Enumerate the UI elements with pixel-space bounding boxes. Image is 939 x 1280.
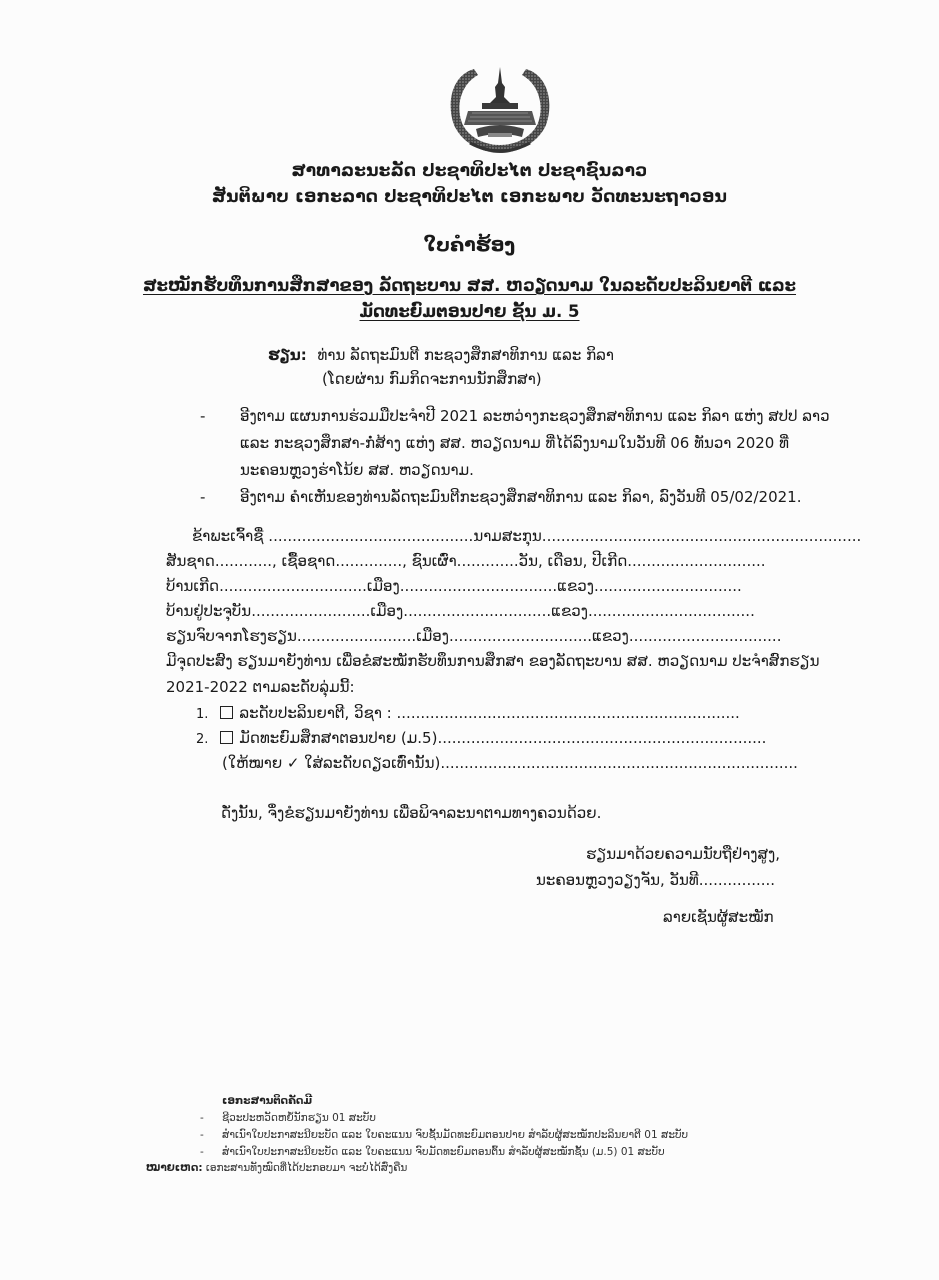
label-date-of-birth: ວັນ, ເດືອນ, ປີເກີດ: [518, 552, 628, 570]
major-input[interactable]: ........................................................................: [396, 704, 740, 722]
attachments-heading: [222, 1095, 312, 1107]
option-bachelor: [196, 704, 740, 722]
option-note-dots: ...........................................................................: [440, 754, 798, 772]
country-motto: ສັນຕິພາບ ເອກະລາດ ປະຊາທິປະໄຕ ເອກະພາບ ວັດທະນະຖາວອນ: [211, 187, 728, 207]
label-current-village: ບ້ານຢູ່ປະຈຸບັນ: [166, 602, 252, 620]
subject-line-2: ມັດທະຍົມຕອນປາຍ ຊັ້ນ ມ. 5: [359, 302, 580, 321]
current-district-input[interactable]: ...............................: [403, 602, 552, 620]
upper-secondary-checkbox[interactable]: [220, 731, 233, 744]
reference-1-line-3: ນະຄອນຫຼວງຮ່າໂນ້ຍ ສສ. ຫວຽດນາມ.: [240, 461, 474, 479]
school-input[interactable]: .........................: [296, 627, 417, 645]
field-row-current-address: [166, 602, 755, 620]
place-date-label: ນະຄອນຫຼວງວຽງຈັນ, ວັນທີ: [536, 871, 699, 889]
attachment-item: - ສຳເນົາໃບປະກາສະນີຍະບັດ ແລະ ໃບຄະແນນ ຈົບຊັ້ນມັດທະຍົມຕອນປາຍ ສຳລັບຜູ້ສະໝັກປະລິນຍາຕີ 01 ສະບັບ: [200, 1129, 689, 1141]
attachment-item-text: ຊີວະປະຫວັດຫຍໍ້ນັກຮຽນ 01 ສະບັບ: [222, 1112, 376, 1124]
option-label: ລະດັບປະລິນຍາຕີ, ວິຊາ :: [239, 704, 397, 722]
option-dots: .....................................................................: [437, 729, 767, 747]
addressee-line-2: (ໂດຍຜ່ານ ກົມກິດຈະການນັກສຶກສາ): [322, 370, 542, 388]
option-upper-secondary: [196, 729, 766, 747]
attachment-item: - ສຳເນົາໃບປະກາສະນີຍະບັດ ແລະ ໃບຄະແນນ ຈົບມັດທະຍົມຕອນຕົ້ນ ສຳລັບຜູ້ສະໝັກຊັ້ນ (ມ.5) 01 ສະບັບ: [200, 1146, 665, 1158]
bullet: -: [200, 488, 206, 506]
country-name: ສາທາລະນະລັດ ປະຊາທິປະໄຕ ປະຊາຊົນລາວ: [291, 161, 648, 181]
attachments-heading-text: ເອກະສານຕິດຄັດມີ: [222, 1095, 313, 1107]
label-school: ຮຽນຈົບຈາກໂຮງຮຽນ: [166, 627, 297, 645]
label-current-district: ເມືອງ: [370, 602, 404, 620]
subject-line-1: ສະໝັກຮັບທຶນການສຶກສາຂອງ ລັດຖະບານ ສສ. ຫວຽດນາມ ໃນລະດັບປະລິນຍາຕີ ແລະ: [142, 276, 797, 295]
field-row-school: [166, 627, 781, 645]
label-tribe: ຊົນເຜົ່າ: [411, 552, 457, 570]
reference-1-line-2: ແລະ ກະຊວງສຶກສາ-ກໍ່ສ້າງ ແຫ່ງ ສສ. ຫວຽດນາມ ທີ່ໄດ້ລົງນາມໃນວັນທີ 06 ທັນວາ 2020 ທີ່: [240, 434, 789, 452]
addressee-line-1: ທ່ານ ລັດຖະມົນຕີ ກະຊວງສຶກສາທິການ ແລະ ກິລາ: [317, 346, 614, 364]
field-row-name: [192, 527, 861, 545]
option-number: 2.: [196, 732, 209, 747]
label-name: ຂ້າພະເຈົ້າຊື່: [192, 527, 264, 545]
place-date: [536, 871, 775, 889]
note-label: ໝາຍເຫດ:: [146, 1162, 203, 1174]
signature-label: ລາຍເຊັນຜູ້ສະໝັກ: [663, 908, 774, 926]
purpose-line-1: ມີຈຸດປະສົງ ຮຽນມາຍັງທ່ານ ເພື່ອຂໍສະໝັກຮັບທຶນການສຶກສາ ຂອງລັດຖະບານ ສສ. ຫວຽດນາມ ປະຈຳສົກຮຽນ: [166, 652, 820, 670]
surname-input[interactable]: ...................................................................: [541, 527, 862, 545]
label-surname: ນາມສະກຸນ: [473, 527, 542, 545]
note-text: ເອກະສານທັງໝົດທີ່ໄດ້ປະກອບມາ ຈະບໍ່ໄດ້ສົ່ງຄືນ: [205, 1162, 408, 1174]
reference-2: [200, 488, 801, 506]
bachelor-checkbox[interactable]: [220, 706, 233, 719]
ethnicity-input[interactable]: ..............,: [335, 552, 412, 570]
current-province-input[interactable]: ...................................: [587, 602, 755, 620]
attachment-item-text: ສຳເນົາໃບປະກາສະນີຍະບັດ ແລະ ໃບຄະແນນ ຈົບມັດທະຍົມຕອນຕົ້ນ ສຳລັບຜູ້ສະໝັກຊັ້ນ (ມ.5) 01 ສະບັບ: [222, 1146, 665, 1158]
label-nationality: ສັນຊາດ: [166, 552, 215, 570]
tribe-input[interactable]: .............: [456, 552, 519, 570]
date-input[interactable]: ................: [698, 871, 776, 889]
reference-2-line-1: ອີງຕາມ ຄຳເຫັນຂອງທ່ານລັດຖະມົນຕີກະຊວງສຶກສາທິການ ແລະ ກິລາ, ລົງວັນທີ 05/02/2021.: [240, 488, 802, 506]
option-note-text: (ໃຫ້ໝາຍ ✓ ໃສ່ລະດັບດຽວເທົ່ານັ້ນ): [222, 754, 441, 772]
option-note: [222, 754, 798, 772]
reference-1: [200, 407, 830, 425]
current-village-input[interactable]: .........................: [251, 602, 371, 620]
document-title: ໃບຄຳຮ້ອງ: [423, 234, 516, 256]
name-input[interactable]: ...........................................: [268, 527, 474, 545]
date-of-birth-input[interactable]: .............................: [627, 552, 766, 570]
attachment-item: - ຊີວະປະຫວັດຫຍໍ້ນັກຮຽນ 01 ສະບັບ: [200, 1112, 376, 1124]
label-school-province: ແຂວງ: [592, 627, 629, 645]
birth-village-input[interactable]: ...............................: [219, 577, 367, 595]
label-birth-province: ແຂວງ: [557, 577, 594, 595]
birth-province-input[interactable]: ...............................: [593, 577, 742, 595]
bullet: -: [200, 407, 206, 425]
option-number: 1.: [196, 707, 209, 722]
field-row-nationality: [166, 552, 766, 570]
purpose-line-2: 2021-2022 ຕາມລະດັບລຸ່ມນີ້:: [166, 678, 355, 696]
birth-district-input[interactable]: .................................: [399, 577, 558, 595]
label-birth-village: ບ້ານເກີດ: [166, 577, 220, 595]
attachment-item-text: ສຳເນົາໃບປະກາສະນີຍະບັດ ແລະ ໃບຄະແນນ ຈົບຊັ້ນມັດທະຍົມຕອນປາຍ ສຳລັບຜູ້ສະໝັກປະລິນຍາຕີ 01 ສະບັບ: [222, 1129, 689, 1141]
label-ethnicity: ເຊື້ອຊາດ: [281, 552, 336, 570]
addressee: [268, 346, 614, 364]
school-province-input[interactable]: ................................: [628, 627, 782, 645]
note: [146, 1162, 407, 1174]
addressee-label: ຮຽນ:: [268, 346, 307, 364]
school-district-input[interactable]: ..............................: [449, 627, 593, 645]
label-school-district: ເມືອງ: [416, 627, 449, 645]
nationality-input[interactable]: ............,: [214, 552, 282, 570]
lao-national-emblem-icon: [444, 63, 556, 157]
option-label: ມັດທະຍົມສຶກສາຕອນປາຍ (ມ.5): [239, 729, 438, 747]
closing-regards: ຮຽນມາດ້ວຍຄວາມນັບຖືຢ່າງສູງ,: [586, 845, 781, 863]
reference-1-line-1: ອີງຕາມ ແຜນການຮ່ວມມືປະຈຳປີ 2021 ລະຫວ່າງກະຊວງສຶກສາທິການ ແລະ ກິລາ ແຫ່ງ ສປປ ລາວ: [240, 407, 830, 425]
field-row-birthplace: [166, 577, 742, 595]
closing-request: ດັ່ງນັ້ນ, ຈຶ່ງຂໍຮຽນມາຍັງທ່ານ ເພື່ອພິຈາລະນາຕາມທາງຄວນດ້ວຍ.: [221, 804, 602, 822]
label-birth-district: ເມືອງ: [366, 577, 400, 595]
label-current-province: ແຂວງ: [551, 602, 588, 620]
